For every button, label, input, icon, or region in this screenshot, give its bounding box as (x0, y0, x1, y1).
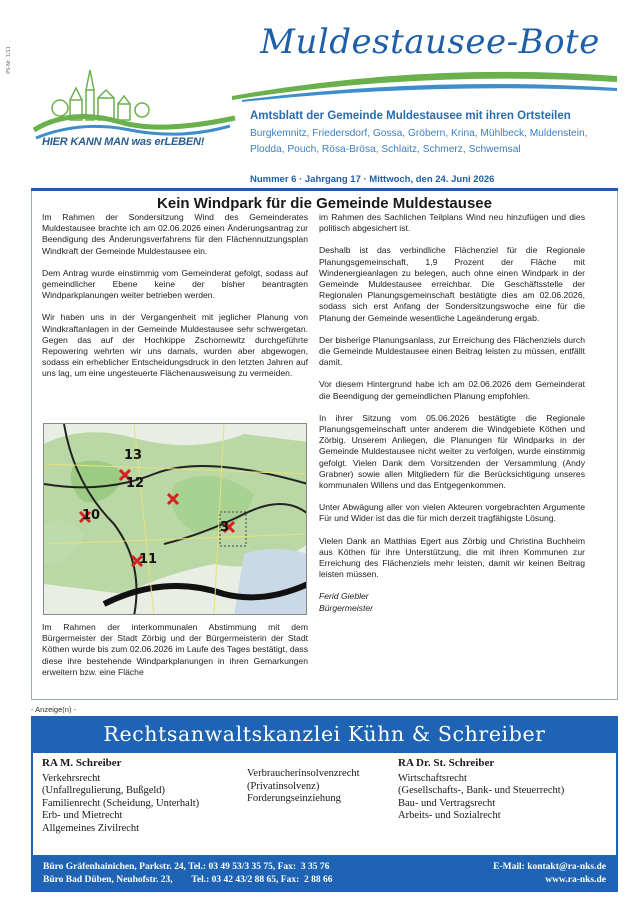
practice-area: Allgemeines Zivilrecht (42, 822, 140, 834)
lawyer-a-name: RA M. Schreiber (42, 757, 122, 769)
map-area-label: 12 (126, 476, 145, 491)
lawyer-a-block (42, 757, 262, 836)
lawyer-b-block (398, 757, 618, 823)
practice-area: Forderungseinziehung (247, 793, 341, 805)
office-address: Büro Gräfenhainichen, Parkstr. 24, Tel.: 03 49 53/3 35 75, Fax: 3 35 76 (43, 862, 330, 872)
paragraph: In ihrer Sitzung vom 05.06.2026 bestätigte die Regionale Planungsgemeinschaft unter anderem die Windgebiete Köthen und Zörbig. Unserem Anliegen, die Planungen für Windparks in der Gemeinde Muldestausee nicht weiter zu verfolgen, wurde einstimmig gefolgt. Vielen Dank dem Vorsitzenden der Versammlung (Andy Grabner) sowie allen Mitgliedern für die Berücksichtigung unseres kommunalen Willens und das Entgegenkommen. (319, 412, 585, 491)
email-address[interactable]: E-Mail: kontakt@ra-nks.de (493, 862, 606, 872)
practice-area: (Gesellschafts-, Bank- und Steuerrecht) (398, 785, 565, 797)
practice-area: Familienrecht (Scheidung, Unterhalt) (42, 797, 200, 809)
article-left-column (42, 212, 308, 391)
practice-area: (Privatinsolvenz) (247, 780, 320, 792)
map-area-label: 10 (82, 508, 101, 523)
article-headline: Kein Windpark für die Gemeinde Muldestausee (157, 195, 492, 212)
ortsteile-list: Burgkemnitz, Friedersdorf, Gossa, Gröbern, Krina, Mühlbeck, Muldenstein, Plodda, Pouch, Rösa-Brösa, Schlaitz, Schmerz, Schwemsal (250, 128, 588, 155)
practice-area: Bau- und Vertragsrecht (398, 797, 496, 809)
office-addresses (43, 861, 423, 887)
signature-role: Bürgermeister (319, 602, 373, 613)
paragraph: Vielen Dank an Matthias Egert aus Zörbig und Christina Buchheim aus Köthen für ihre Unterstützung, die mit ihren Kommunen zur Erreichung des Flächenziels mehr leisten, damit wir keinen Beitrag leisten müssen. (319, 535, 585, 580)
practice-area: Verkehrsrecht (42, 772, 101, 784)
paragraph: Der bisherige Planungsanlass, zur Erreichung des Flächenziels durch die Gemeinde Muldestausee einen Beitrag leisten zu müssen, entfällt damit. (319, 334, 585, 368)
paragraph: Dem Antrag wurde einstimmig vom Gemeinderat gefolgt, sodass auf gemeindlicher Ebene keine der bisher beantragten Windparkplanungen weiter betrieben werden. (42, 267, 308, 301)
amtsblatt-heading: Amtsblatt der Gemeinde Muldestausee mit ihren Ortsteilen (250, 110, 571, 122)
advertisement-label: - Anzeige(n) - (31, 705, 77, 714)
map-area-label: 3 (220, 520, 230, 535)
paragraph: Im Rahmen der Sondersitzung Wind des Gemeinderates Muldestausee brachte ich am 02.06.2026 einen Änderungsantrag zur Beendigung des Änderungsverfahrens für den Flächennutzungsplan Windkraft der Gemeinde Muldestausee ein. (42, 212, 308, 256)
online-contact (493, 861, 606, 887)
signature-name: Ferid Giebler (319, 591, 369, 602)
green-swoosh (232, 66, 617, 102)
map-area-label: 11 (139, 552, 158, 567)
wind-area-map (43, 423, 307, 615)
office-address: Büro Bad Düben, Neuhofstr. 23, Tel.: 03 42 43/2 88 65, Fax: 2 88 66 (43, 875, 333, 885)
paragraph: Unter Abwägung aller von vielen Akteuren vorgebrachten Argumente Für und Wider ist das die für mich derzeit tragfähigste Lösung. (319, 502, 585, 524)
issue-info: Nummer 6 · Jahrgang 17 · Mittwoch, den 24. Juni 2026 (250, 174, 495, 185)
law-firm-details (31, 753, 618, 855)
paragraph: Deshalb ist das verbindliche Flächenziel für die Regionale Planungsgemeinschaft, 1,9 Prozent der Fläche mit Windenergieanlagen zu belegen, auch ohne einen Windpark in der Gemeinde Muldestausee erreichbar. Die Geschäftsstelle der Regionalen Planungsgemeinschaft bestätigte dies am 02.06.2026, sodass sich erst Anfang der Sondersitzungswoche eine für die Planung der Gemeinde wesentliche Lageänderung ergab. (319, 245, 585, 323)
practice-area: (Unfallregulierung, Bußgeld) (42, 785, 166, 797)
law-firm-contact (31, 855, 618, 892)
practice-area: Erb- und Mietrecht (42, 810, 123, 822)
practice-area: Verbraucherinsolvenzrecht (247, 768, 360, 779)
paragraph: im Rahmen des Sachlichen Teilplans Wind neu hinzufügen und dies politisch abgesichert ist. (319, 212, 585, 234)
website-link[interactable]: www.ra-nks.de (545, 875, 606, 885)
article (31, 191, 618, 700)
article-left-bottom: Im Rahmen der interkommunalen Abstimmung mit dem Bürgermeister der Stadt Zörbig und der Bürgermeisterin der Stadt Köthen wurde bis zum 02.06.2026 im Laufe des Tages bestätigt, dass diese ihre bestehende Windparkplanungen in ihren Gemarkungen erweitern bzw. eine Fläche (42, 622, 308, 677)
paragraph: Wir haben uns in der Vergangenheit mit jeglicher Planung von Windkraftanlagen in der Gemeinde Muldestausee sehr schwergetan. Gegen das auf der Hochkippe Zschornewitz durchgeführte Repowering wehrten wir uns damals, wurden aber abgewogen, sodass ein erheblicher Entscheidungsdruck in den letzten Jahren auf uns lag, um eine ungesteuerte Flächenausweisung zu vermeiden. (42, 312, 308, 379)
article-right-column (319, 212, 585, 614)
law-firm-advertisement (31, 716, 618, 892)
newspaper-title: Muldestausee-Bote (260, 22, 600, 62)
paragraph: Vor diesem Hintergrund habe ich am 02.06.2026 dem Gemeinderat die Beendigung der gemeindlichen Planung empfohlen. (319, 379, 585, 401)
law-firm-title: Rechtsanwaltskanzlei Kühn & Schreiber (31, 716, 618, 753)
slogan: HIER KANN MAN was erLEBEN! (42, 136, 205, 148)
publication-code: PS-Nr. 1/11 (6, 46, 12, 74)
map-area-label: 13 (124, 448, 143, 463)
masthead (0, 0, 625, 170)
lawyer-b-name: RA Dr. St. Schreiber (398, 757, 495, 769)
practice-area: Arbeits- und Sozialrecht (398, 810, 501, 822)
practice-area: Wirtschaftsrecht (398, 772, 467, 784)
shared-areas-block (247, 768, 407, 806)
